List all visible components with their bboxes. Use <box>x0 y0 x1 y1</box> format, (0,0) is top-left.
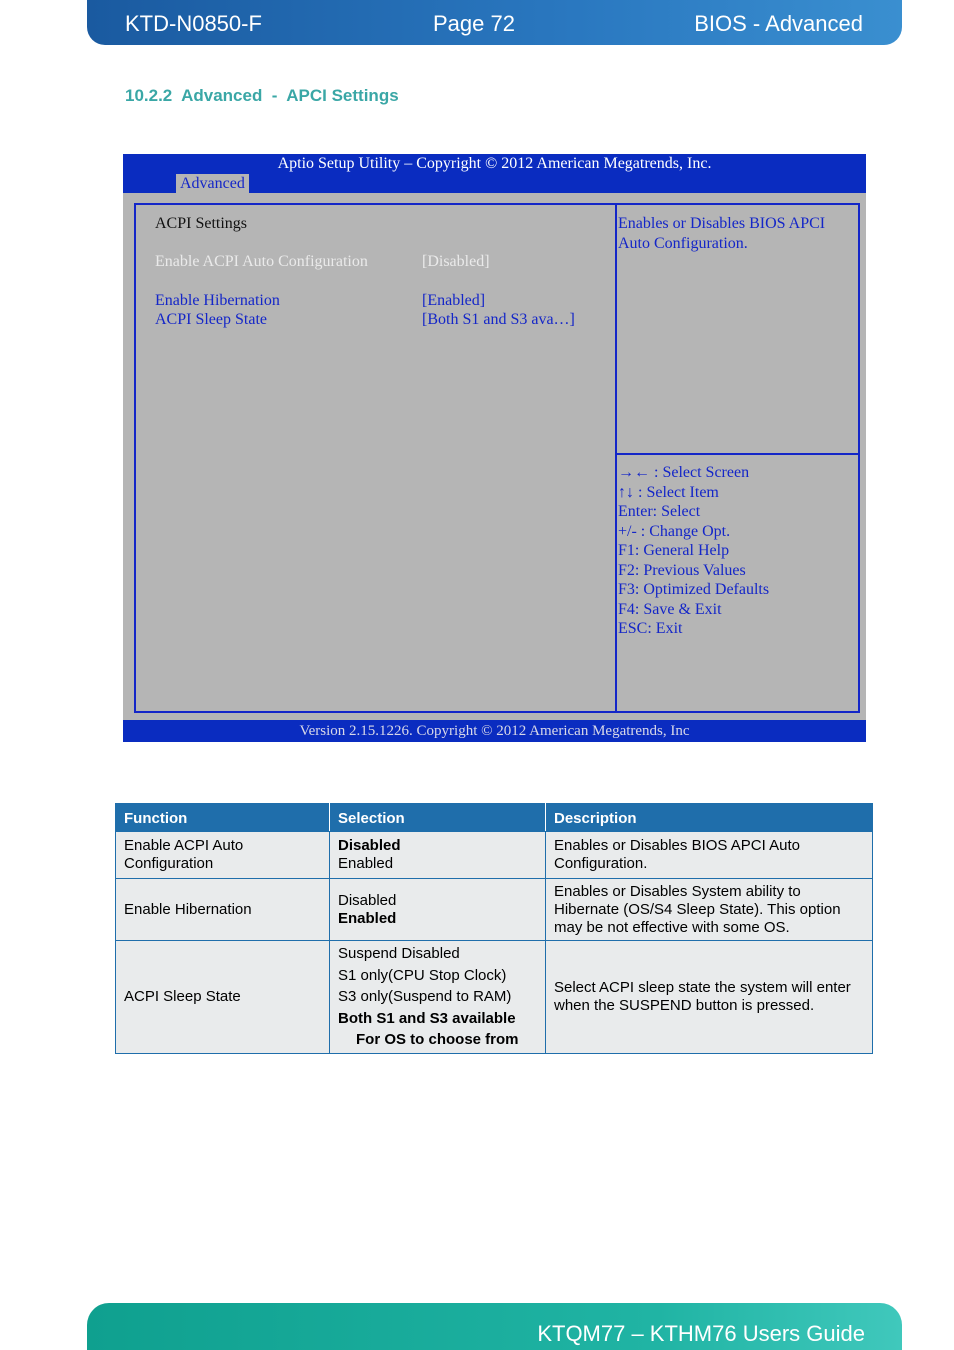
description-cell: Select ACPI sleep state the system will enter when the SUSPEND button is pressed. <box>546 941 873 1054</box>
chapter-title: BIOS - Advanced <box>694 11 863 36</box>
function-cell: Enable Hibernation <box>116 879 330 941</box>
section-title: 10.2.2 Advanced - APCI Settings <box>125 86 399 105</box>
setting-value-acpi-auto-config: [Disabled] <box>422 253 490 270</box>
setting-label-acpi-auto-config: Enable ACPI Auto Configuration <box>155 253 368 270</box>
key-change-opt: +/- : Change Opt. <box>618 522 731 540</box>
table-row <box>116 879 873 941</box>
key-select-screen: →← : Select Screen <box>618 464 750 481</box>
key-select-item: ↑↓ : Select Item <box>618 483 719 501</box>
settings-table <box>115 803 873 1054</box>
header-function: Function <box>116 804 330 832</box>
document-id: KTD-N0850-F <box>125 11 262 36</box>
header-selection: Selection <box>330 804 546 832</box>
option: Disabled <box>338 837 401 854</box>
header-description: Description <box>546 804 873 832</box>
option: Enabled <box>338 909 397 927</box>
table-row <box>116 832 873 879</box>
setting-value-hibernation[interactable]: [Enabled] <box>422 292 486 309</box>
description-cell: Enables or Disables BIOS APCI Auto Configuration. <box>546 832 873 879</box>
key-legend <box>618 463 769 639</box>
setting-label-hibernation[interactable]: Enable Hibernation <box>155 292 280 309</box>
selection-cell <box>330 941 546 1054</box>
setting-value-sleep-state[interactable]: [Both S1 and S3 ava…] <box>422 311 575 328</box>
option: Suspend Disabled <box>338 945 460 962</box>
option: S1 only(CPU Stop Clock) <box>338 966 507 984</box>
settings-heading: ACPI Settings <box>155 215 248 232</box>
table-header-row <box>116 804 873 832</box>
option: S3 only(Suspend to RAM) <box>338 988 512 1005</box>
bios-screenshot <box>123 154 866 742</box>
option: For OS to choose from <box>356 1031 519 1048</box>
function-cell: ACPI Sleep State <box>116 941 330 1054</box>
page-footer <box>87 1303 902 1350</box>
table-row <box>116 941 873 1054</box>
bios-help-panel <box>615 203 860 713</box>
function-cell: Enable ACPI Auto Configuration <box>116 832 330 879</box>
key-enter: Enter: Select <box>618 503 701 520</box>
key-f4: F4: Save & Exit <box>618 600 722 618</box>
key-f1: F1: General Help <box>618 542 730 559</box>
help-divider <box>617 453 858 455</box>
bios-title-bar <box>123 154 866 193</box>
page-number: Page 72 <box>433 11 515 36</box>
selection-cell <box>330 879 546 941</box>
bios-version-bar: Version 2.15.1226. Copyright © 2012 American Megatrends, Inc <box>123 720 866 742</box>
setting-label-sleep-state[interactable]: ACPI Sleep State <box>155 311 267 328</box>
option: Disabled <box>338 891 397 909</box>
tab-advanced[interactable]: Advanced <box>176 174 249 193</box>
help-text: Enables or Disables BIOS APCI Auto Configuration. <box>618 215 826 252</box>
option: Enabled <box>338 855 394 872</box>
guide-title: KTQM77 – KTHM76 Users Guide <box>537 1321 865 1346</box>
key-f3: F3: Optimized Defaults <box>618 581 770 598</box>
page-header <box>87 0 902 45</box>
bios-settings-panel <box>134 203 617 713</box>
key-f2: F2: Previous Values <box>618 561 746 579</box>
key-esc: ESC: Exit <box>618 620 683 637</box>
selection-cell <box>330 832 546 879</box>
description-cell: Enables or Disables System ability to Hibernate (OS/S4 Sleep State). This option may be not effective with some OS. <box>546 879 873 941</box>
bios-title: Aptio Setup Utility – Copyright © 2012 American Megatrends, Inc. <box>277 155 712 172</box>
option: Both S1 and S3 available <box>338 1009 516 1027</box>
